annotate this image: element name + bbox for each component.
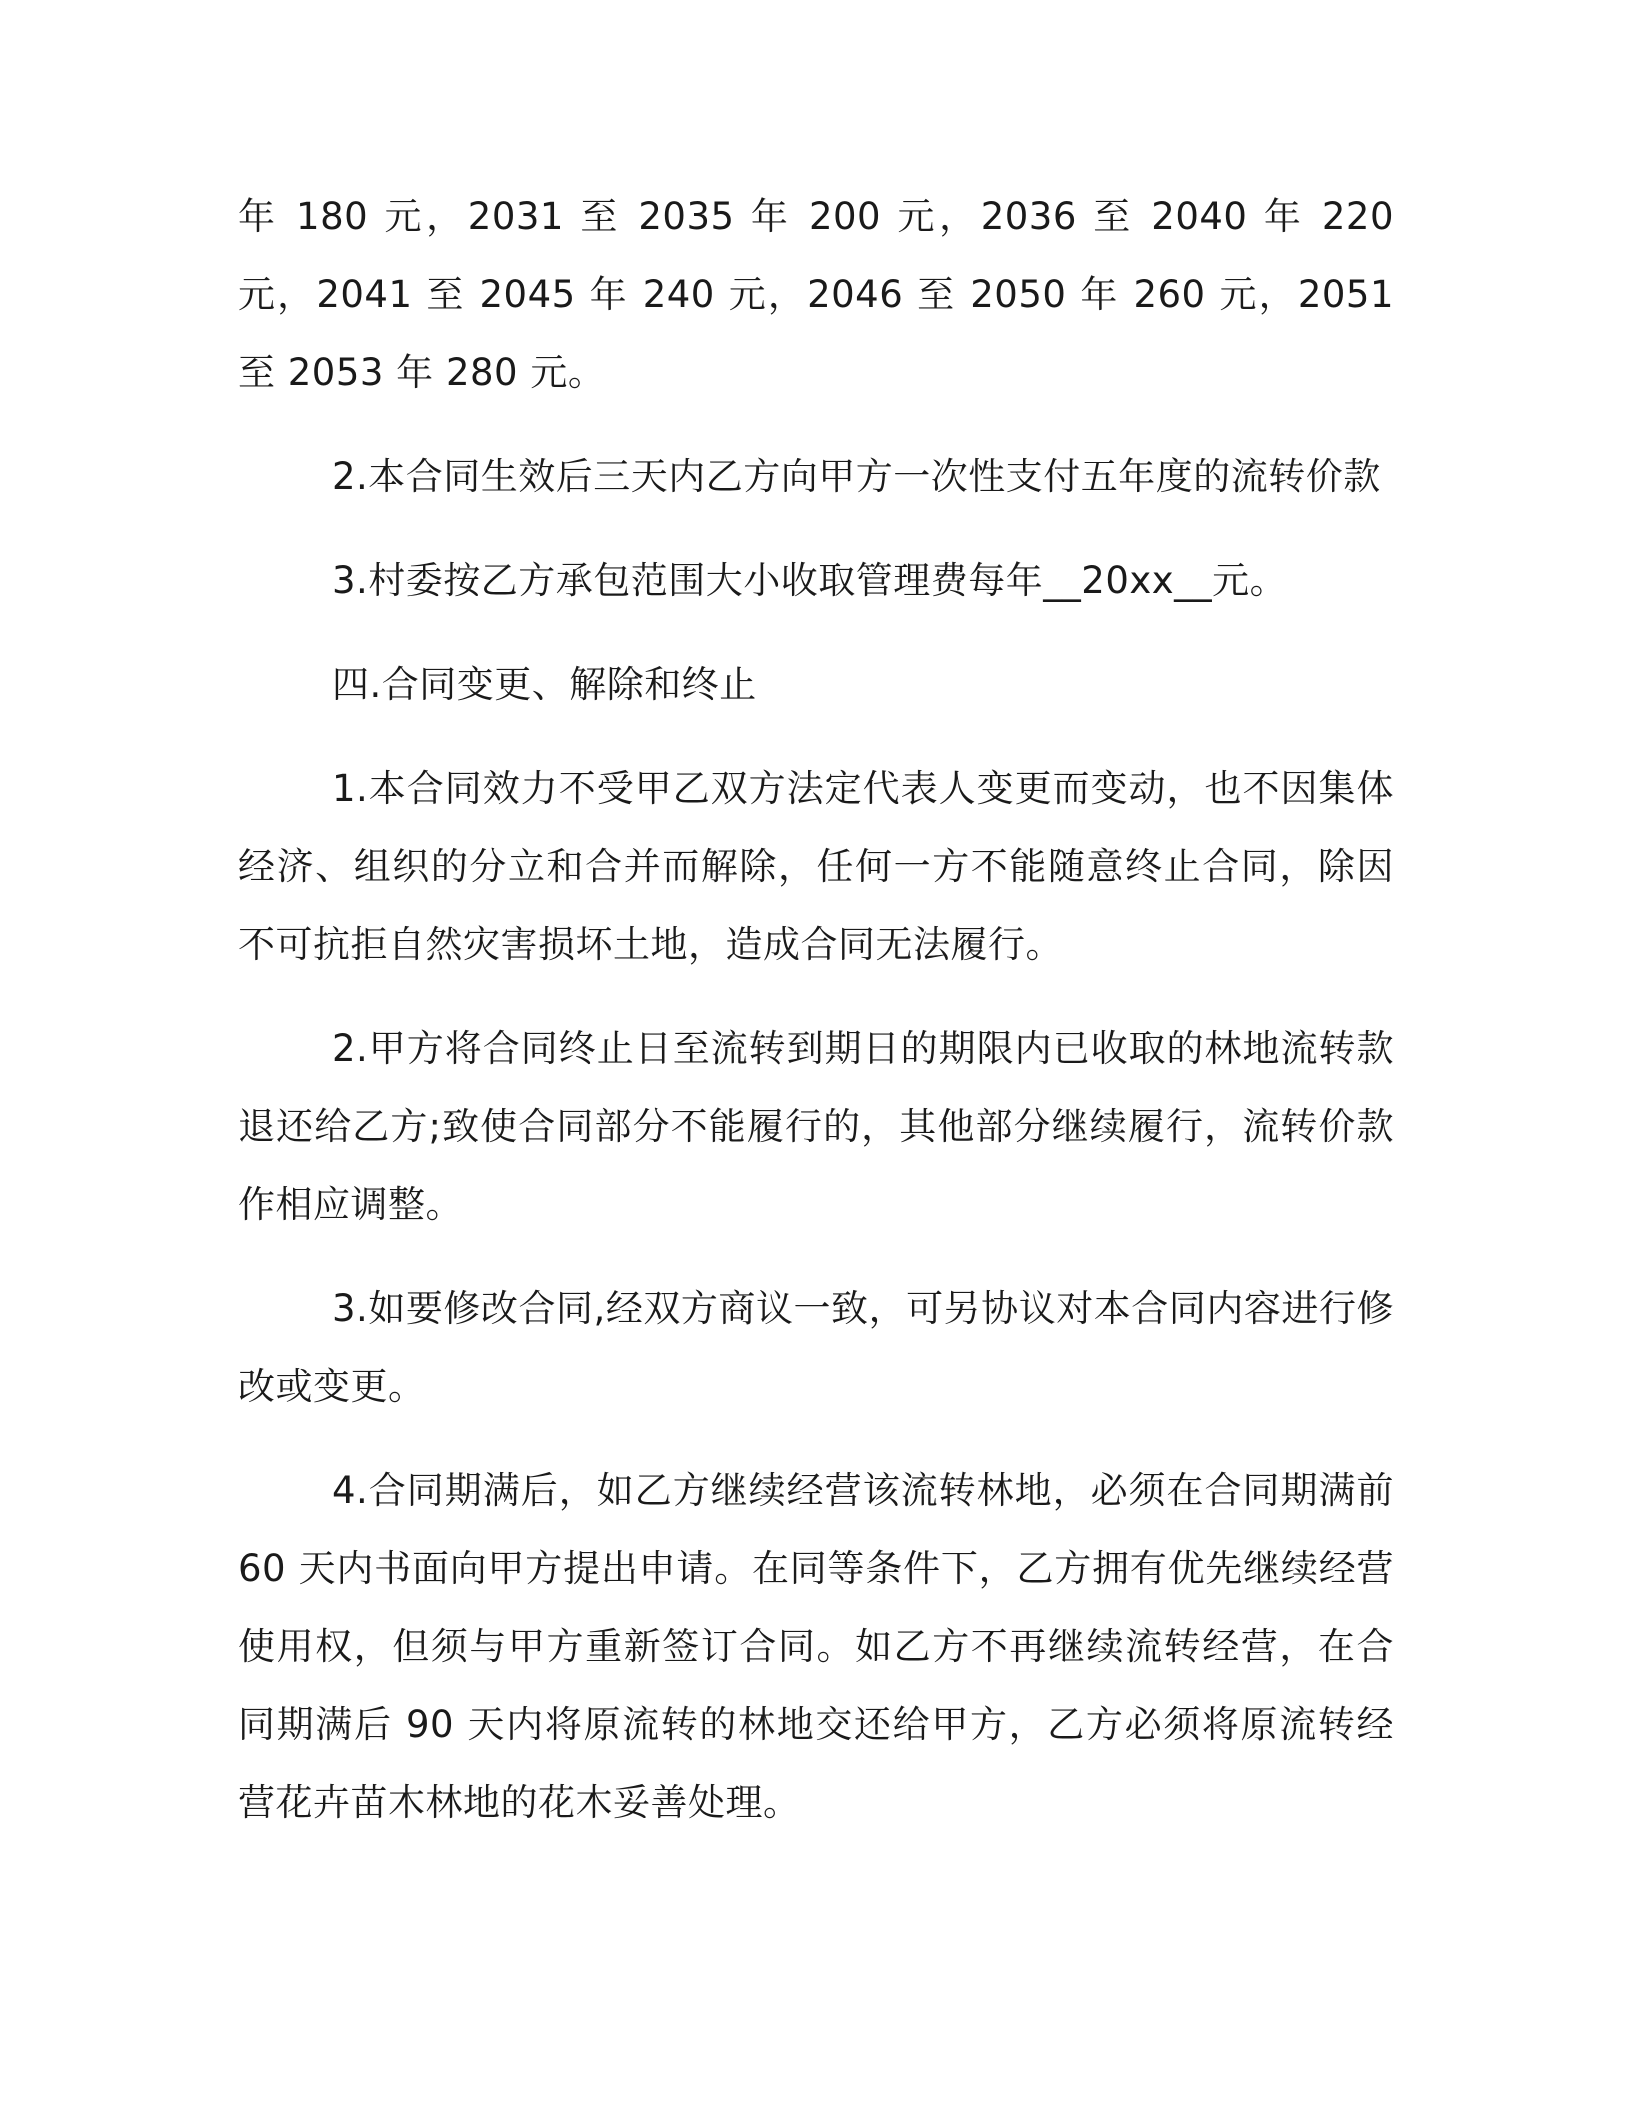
paragraph-clause-3-3: 3.村委按乙方承包范围大小收取管理费每年__20xx__元。 xyxy=(332,559,1288,602)
paragraph-clause-3-2: 2.本合同生效后三天内乙方向甲方一次性支付五年度的流转价款 xyxy=(332,455,1381,498)
paragraph-clause-4-3: 3.如要修改合同,经双方商议一致，可另协议对本合同内容进行修改或变更。 xyxy=(238,1287,1394,1408)
paragraph-payment-schedule-continued: 年 180 元，2031 至 2035 年 200 元，2036 至 2040 年 220 元，2041 至 2045 年 240 元，2046 至 2050 年 260 元，2051 至 2053 年 280 元。 xyxy=(238,195,1394,394)
paragraph-clause-4-1: 1.本合同效力不受甲乙双方法定代表人变更而变动，也不因集体经济、组织的分立和合并而解除，任何一方不能随意终止合同，除因不可抗拒自然灾害损坏土地，造成合同无法履行。 xyxy=(238,767,1394,966)
section-heading-4: 四.合同变更、解除和终止 xyxy=(332,663,757,706)
paragraph-clause-4-4: 4.合同期满后，如乙方继续经营该流转林地，必须在合同期满前 60 天内书面向甲方提出申请。在同等条件下，乙方拥有优先继续经营使用权，但须与甲方重新签订合同。如乙方不再继续流转经营，在合同期满后 90 天内将原流转的林地交还给甲方，乙方必须将原流转经营花卉苗木林地的花木妥善处理。 xyxy=(238,1469,1394,1824)
document-body xyxy=(238,178,1394,1868)
paragraph-clause-4-2: 2.甲方将合同终止日至流转到期日的期限内已收取的林地流转款退还给乙方;致使合同部分不能履行的，其他部分继续履行，流转价款作相应调整。 xyxy=(238,1027,1394,1226)
